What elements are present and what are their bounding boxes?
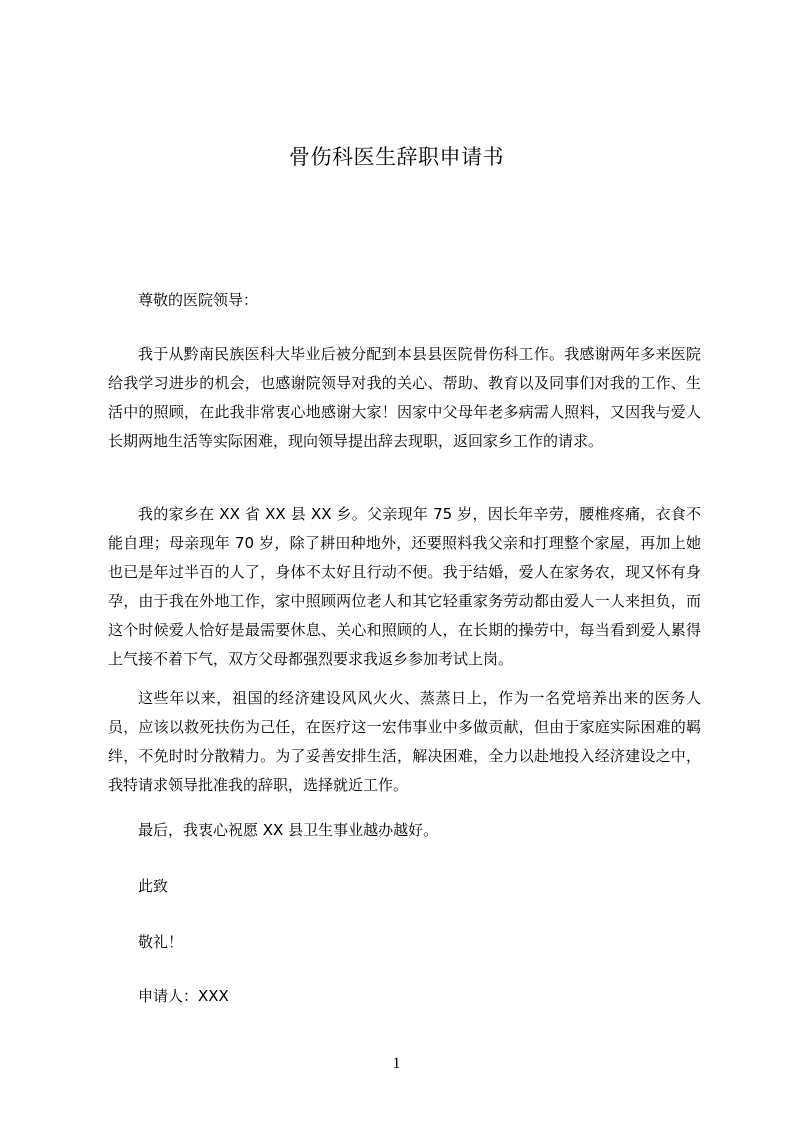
greeting-line: 尊敬的医院领导： — [138, 291, 259, 309]
paragraph-resignation-request: 我于从黔南民族医科大毕业后被分配到本县县医院骨伤科工作。我感谢两年多来医院给我学习进步的机会，也感谢院领导对我的关心、帮助、教育以及同事们对我的工作、生活中的照顾，在此我非常衷心地感谢大家！因家中父母年老多病需人照料，又因我与爱人长期两地生活等实际困难，现向领导提出辞去现职，返回家乡工作的请求。 — [108, 345, 701, 450]
page-number: 1 — [392, 1055, 401, 1072]
signature-line: 申请人：XXX — [138, 987, 229, 1005]
salutation-line: 敬礼！ — [138, 933, 184, 951]
document-title: 骨伤科医生辞职申请书 — [289, 145, 504, 169]
paragraph-final-wish: 最后，我衷心祝愿 XX 县卫生事业越办越好。 — [138, 821, 439, 839]
paragraph-reason-summary: 这些年以来，祖国的经济建设风风火火、蒸蒸日上，作为一名党培养出来的医务人员，应该以救死扶伤为己任，在医疗这一宏伟事业中多做贡献，但由于家庭实际困难的羁绊，不免时时分散精力。为了妥善安排生活，解决困难，全力以赴地投入经济建设之中，我特请求领导批准我的辞职，选择就近工作。 — [108, 689, 701, 794]
paragraph-family-situation: 我的家乡在 XX 省 XX 县 XX 乡。父亲现年 75 岁，因长年辛劳，腰椎疼痛，衣食不能自理；母亲现年 70 岁，除了耕田种地外，还要照料我父亲和打理整个家屋，再加上她也已是年过半百的人了，身体不太好且行动不便。我于结婚，爱人在家务农，现又怀有身孕，由于我在外地工作，家中照顾两位老人和其它轻重家务劳动都由爱人一人来担负，而这个时候爱人恰好是最需要休息、关心和照顾的人，在长期的操劳中，每当看到爱人累得上气接不着下气，双方父母都强烈要求我返乡参加考试上岗。 — [108, 505, 701, 668]
closing-line: 此致 — [138, 877, 169, 895]
